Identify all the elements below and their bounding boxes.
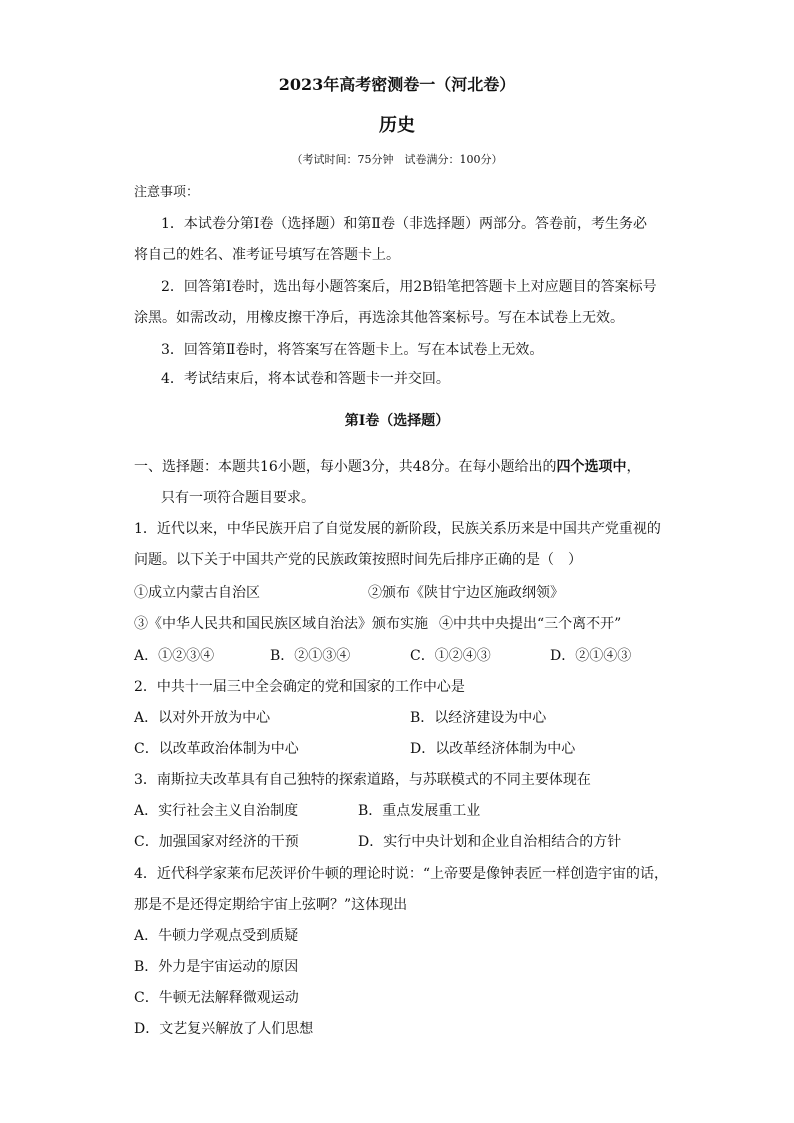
q1-option-c[interactable]: C．①②④③ — [410, 648, 491, 664]
q4-option-b[interactable]: B．外力是宇宙运动的原因 — [134, 959, 299, 975]
notes-item: 将自己的姓名、准考证号填写在答题卡上。 — [134, 247, 400, 263]
q3-stem: 3．南斯拉夫改革具有自己独特的探索道路，与苏联模式的不同主要体现在 — [134, 772, 591, 788]
q3-option-a[interactable]: A．实行社会主义自治制度 — [134, 803, 299, 819]
q4-option-d[interactable]: D．文艺复兴解放了人们思想 — [134, 1021, 314, 1037]
q4-stem: 那是不是还得定期给宇宙上弦啊？”这体现出 — [134, 897, 408, 913]
section-title: 第Ⅰ卷（选择题） — [344, 413, 450, 429]
notes-item: 4．考试结束后，将本试卷和答题卡一并交回。 — [161, 371, 450, 387]
q2-option-c[interactable]: C．以改革政治体制为中心 — [134, 741, 299, 757]
q4-option-c[interactable]: C．牛顿无法解释微观运动 — [134, 990, 299, 1006]
q2-option-a[interactable]: A．以对外开放为中心 — [134, 710, 271, 726]
notes-heading: 注意事项： — [134, 185, 200, 200]
q1-option-b[interactable]: B．②①③④ — [270, 648, 351, 664]
q3-option-b[interactable]: B．重点发展重工业 — [358, 803, 481, 819]
q1-option-d[interactable]: D．②①④③ — [550, 648, 632, 664]
exam-meta: （考试时间：75分钟 试卷满分：100分） — [291, 153, 503, 166]
notes-item: 2．回答第Ⅰ卷时，选出每小题答案后，用2B铅笔把答题卡上对应题目的答案标号 — [161, 279, 657, 295]
section-intro-text: 一、选择题：本题共16小题，每小题3分，共48分。在每小题给出的 — [134, 459, 557, 475]
q1-stem: 问题。以下关于中国共产党的民族政策按照时间先后排序正确的是（ ） — [134, 552, 582, 568]
q1-item: ①成立内蒙古自治区 — [134, 585, 260, 601]
q1-item: ③《中华人民共和国民族区域自治法》颁布实施 — [134, 616, 428, 632]
section-intro-emphasis: 四个选项中 — [556, 459, 627, 475]
notes-item: 涂黑。如需改动，用橡皮擦干净后，再选涂其他答案标号。写在本试卷上无效。 — [134, 310, 624, 326]
q3-option-c[interactable]: C．加强国家对经济的干预 — [134, 834, 299, 850]
q4-option-a[interactable]: A．牛顿力学观点受到质疑 — [134, 928, 299, 944]
q1-item: ④中共中央提出“三个离不开” — [439, 616, 622, 632]
section-intro — [134, 456, 641, 476]
q1-stem: 1．近代以来，中华民族开启了自觉发展的新阶段，民族关系历来是中国共产党重视的 — [134, 521, 661, 537]
notes-item: 1．本试卷分第Ⅰ卷（选择题）和第Ⅱ卷（非选择题）两部分。答卷前，考生务必 — [161, 216, 647, 232]
q2-option-b[interactable]: B．以经济建设为中心 — [410, 710, 547, 726]
q1-option-a[interactable]: A．①②③④ — [134, 648, 215, 664]
section-intro-punct: ， — [626, 459, 641, 475]
q2-stem: 2．中共十一届三中全会确定的党和国家的工作中心是 — [134, 679, 465, 695]
exam-title: 2023年高考密测卷一（河北卷） — [278, 75, 516, 94]
q1-item: ②颁布《陕甘宁边区施政纲领》 — [368, 585, 564, 601]
q3-option-d[interactable]: D．实行中央计划和企业自治相结合的方针 — [358, 834, 622, 850]
section-intro-line2: 只有一项符合题目要求。 — [161, 490, 315, 506]
notes-item: 3．回答第Ⅱ卷时，将答案写在答题卡上。写在本试卷上无效。 — [161, 342, 544, 358]
subject-title: 历史 — [379, 115, 415, 136]
q4-stem: 4．近代科学家莱布尼茨评价牛顿的理论时说：“上帝要是像钟表匠一样创造宇宙的话， — [134, 866, 669, 882]
q2-option-d[interactable]: D．以改革经济体制为中心 — [410, 741, 576, 757]
